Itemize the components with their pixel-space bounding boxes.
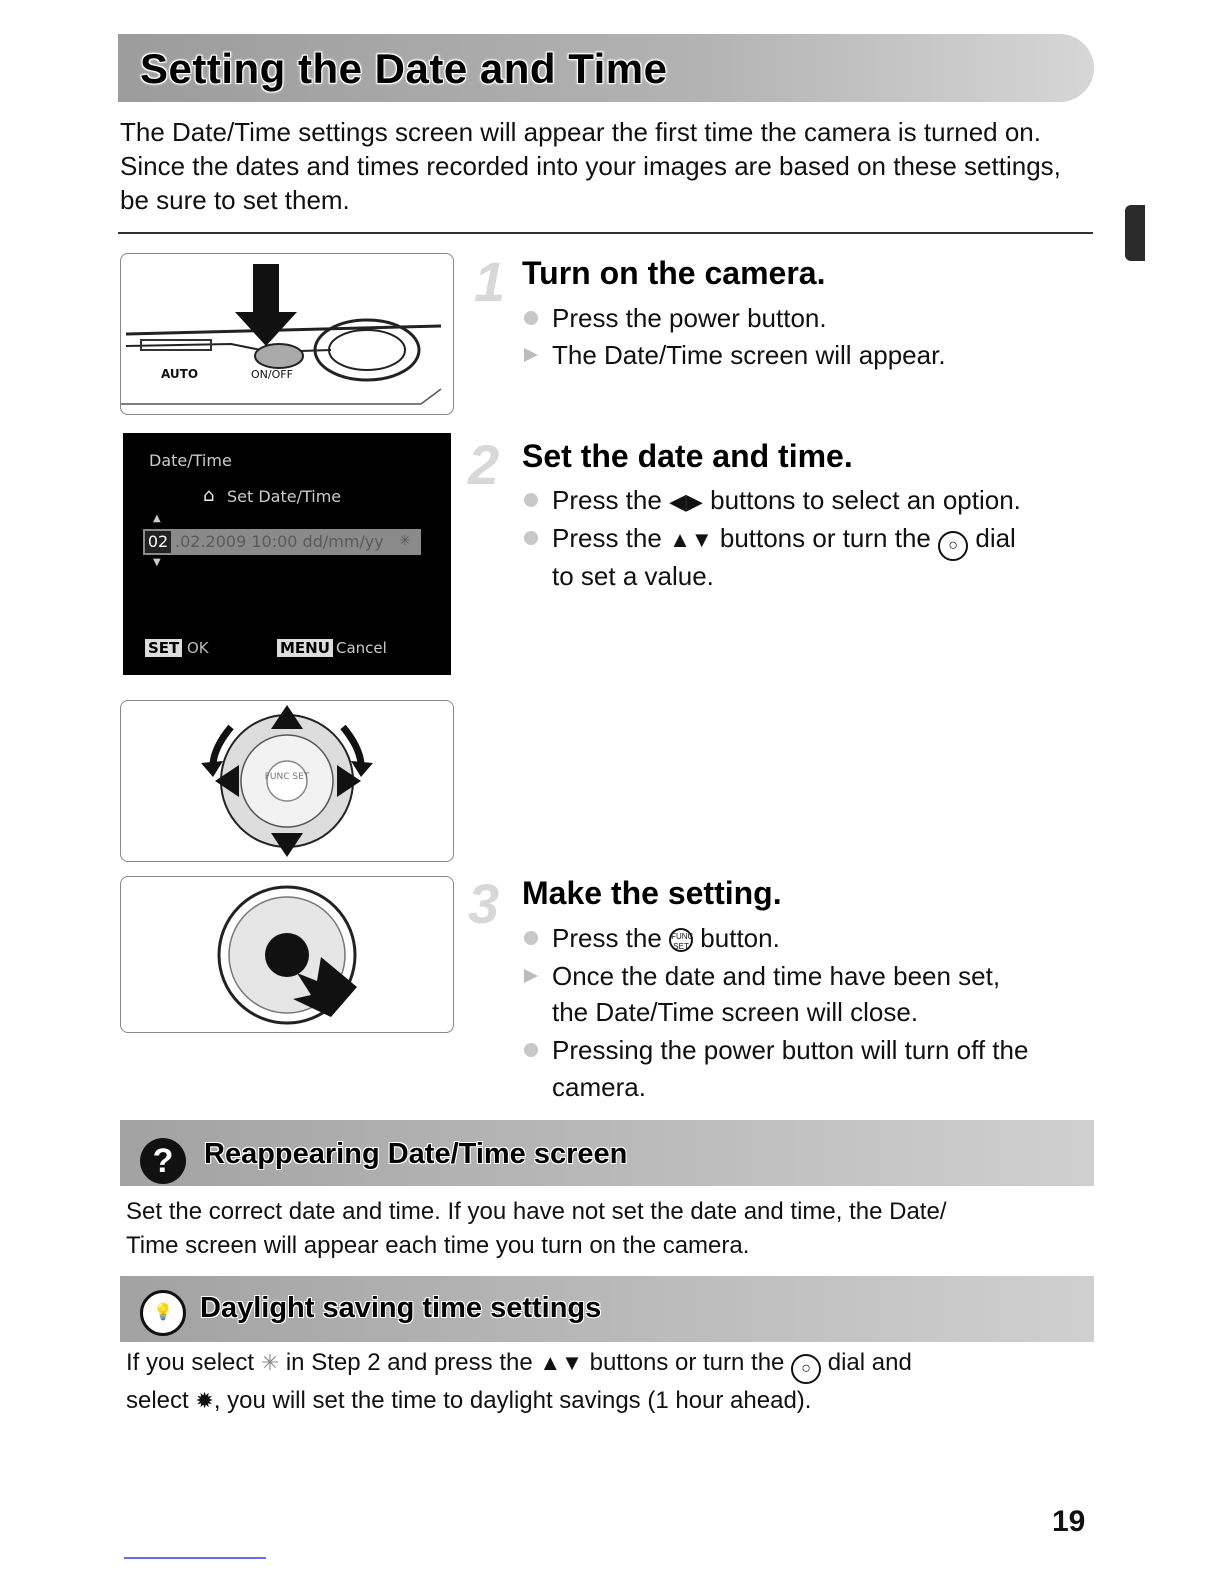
control-dial-arrows-illustration <box>120 700 454 862</box>
bullet-dot-icon <box>524 931 538 945</box>
func-set-button-drawing <box>121 877 453 1032</box>
step-3-bullet-2: Once the date and time have been set, <box>524 958 1000 995</box>
step-3-number: 3 <box>468 872 500 935</box>
step-1-heading: Turn on the camera. <box>522 255 826 291</box>
camera-power-button-drawing <box>121 254 453 414</box>
mode-label: AUTO <box>161 367 199 381</box>
up-down-buttons-icon: ▲▼ <box>669 527 713 552</box>
lightbulb-icon: 💡 <box>140 1290 186 1336</box>
control-dial-icon: ○ <box>791 1354 821 1384</box>
bullet-dot-icon <box>524 311 538 325</box>
step-2-number: 2 <box>468 433 500 496</box>
func-set-label: FUNC SET <box>264 772 310 782</box>
step-3-bullet-1: Press the FUNC SET button. <box>524 920 780 957</box>
step-2-heading: Set the date and time. <box>522 438 853 474</box>
bullet-dot-icon <box>524 493 538 507</box>
power-label: ON/OFF <box>251 368 293 381</box>
control-dial-icon: ○ <box>938 531 968 561</box>
camera-top-illustration <box>120 253 454 415</box>
date-time-value: .02.2009 10:00 dd/mm/yy <box>175 532 384 551</box>
up-down-buttons-icon: ▲▼ <box>539 1350 583 1375</box>
up-arrow-icon: ▲ <box>153 513 161 524</box>
down-arrow-icon: ▼ <box>153 557 161 568</box>
step-2-bullet-2-cont: to set a value. <box>552 561 714 591</box>
step-3-bullet-2-cont: the Date/Time screen will close. <box>552 997 919 1027</box>
daylight-on-icon: ✹ <box>195 1388 214 1413</box>
selected-date-value: 02 <box>145 531 171 553</box>
section-divider <box>118 232 1093 234</box>
step-2-bullet-2: Press the ▲▼ buttons or turn the ○ dial <box>524 520 1016 561</box>
step-2-bullet-1: Press the ◀▶ buttons to select an option. <box>524 482 1021 520</box>
home-icon: ⌂ <box>203 485 215 506</box>
intro-paragraph: The Date/Time settings screen will appear the first time the camera is turned on. Since the dates and times recorded into your images are based on these settings, be sure to set them. <box>120 117 1061 215</box>
note-title-reappearing: Reappearing Date/Time screen <box>204 1138 628 1170</box>
set-key-label: SET <box>145 639 182 657</box>
note-title-daylight: Daylight saving time settings <box>200 1292 602 1324</box>
menu-key-label: MENU <box>277 639 333 657</box>
bullet-dot-icon <box>524 531 538 545</box>
note-text-reappearing: Set the correct date and time. If you have not set the date and time, the Date/ Time screen will appear each time you turn on the camera. <box>126 1198 947 1259</box>
step-1-number: 1 <box>474 250 506 313</box>
question-icon: ? <box>140 1138 186 1184</box>
cancel-label: Cancel <box>336 639 387 657</box>
step-3-heading: Make the setting. <box>522 875 782 911</box>
screen-title: Date/Time <box>149 451 232 470</box>
ok-label: OK <box>187 639 209 657</box>
func-set-button-icon: FUNC SET <box>669 928 693 952</box>
step-3-bullet-3: Pressing the power button will turn off the <box>524 1032 1028 1069</box>
daylight-icon: ✳ <box>399 533 411 549</box>
bullet-dot-icon <box>524 1043 538 1057</box>
chapter-tab <box>1125 205 1145 261</box>
note-text-daylight: If you select ✳ in Step 2 and press the ▲▼ buttons or turn the ○ dial and select ✹, you will set the time to daylight savings (1 hour ahead). <box>126 1349 912 1414</box>
page-number: 19 <box>1052 1505 1086 1538</box>
result-arrow-icon <box>524 348 538 362</box>
step-3-bullet-3-cont: camera. <box>552 1072 646 1102</box>
footer-line <box>124 1557 266 1559</box>
control-dial-drawing <box>121 701 453 861</box>
result-arrow-icon <box>524 969 538 983</box>
datetime-lcd-screen <box>123 433 451 675</box>
left-right-buttons-icon: ◀▶ <box>669 489 703 514</box>
step-1-bullet-2: The Date/Time screen will appear. <box>524 337 946 374</box>
screen-subtitle: Set Date/Time <box>227 487 342 506</box>
func-set-press-illustration <box>120 876 454 1033</box>
daylight-off-icon: ✳ <box>260 1350 280 1375</box>
page-title: Setting the Date and Time <box>140 45 668 92</box>
step-1-bullet-1: Press the power button. <box>524 300 827 337</box>
